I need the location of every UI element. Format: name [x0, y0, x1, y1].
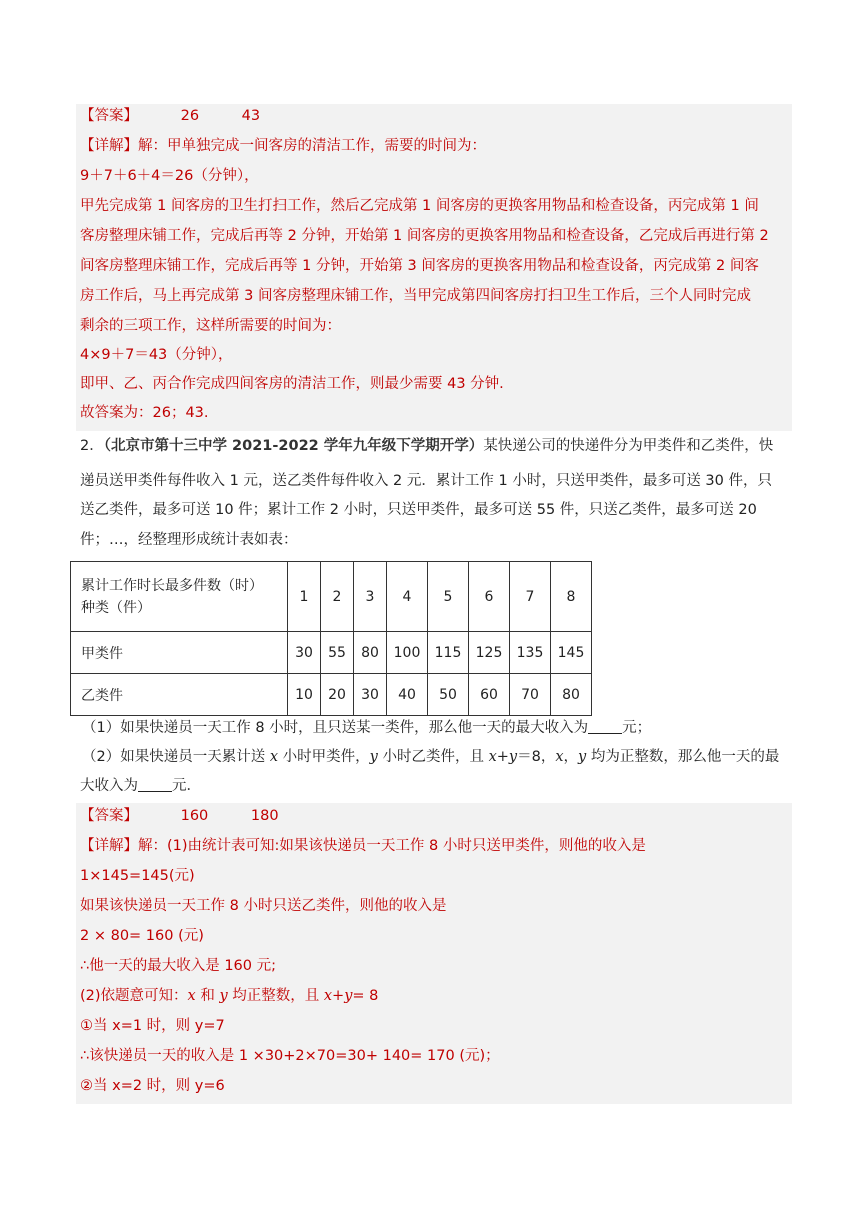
q2-sub1 [82, 718, 651, 738]
question-source: （北京市第十三中学 2021-2022 学年九年级下学期开学） [103, 438, 484, 454]
answer-value-1: 26 [180, 108, 200, 124]
q2-stem-line-1 [80, 436, 773, 456]
table-corner-header [71, 562, 288, 632]
q2-part2-intro [80, 986, 378, 1006]
header-line-2: 种类（件） [81, 599, 151, 616]
q2-calc-2: 2 × 80= 160 (元) [80, 928, 204, 944]
statistics-table [70, 561, 592, 716]
sub2-text: ＝8， [517, 749, 556, 765]
detail-text: 解：(1)由统计表可知:如果该快递员一天工作 8 小时只送甲类件，则他的收入是 [138, 838, 646, 854]
table-cell: 125 [469, 632, 510, 674]
table-cell: 20 [321, 674, 354, 716]
table-cell: 55 [321, 632, 354, 674]
part2-text: 和 [195, 988, 220, 1004]
sub2-text: 小时甲类件， [278, 749, 370, 765]
q2-stem-line-4: 件；…，经整理形成统计表如表： [80, 532, 298, 548]
hour-cell: 8 [551, 562, 592, 632]
case-text: 当 x=1 时，则 y=7 [93, 1018, 225, 1034]
q1-answer-line [80, 106, 260, 126]
table-cell: 80 [551, 674, 592, 716]
q2-stem-line-2: 递员送甲类件每件收入 1 元，送乙类件每件收入 2 元．累计工作 1 小时，只送甲类件，最多可送 30 件，只 [80, 473, 772, 489]
q2-detail-line [80, 836, 646, 856]
table-cell: 50 [428, 674, 469, 716]
var-x: x [187, 988, 196, 1004]
case-number-2: ② [80, 1078, 93, 1094]
q1-text-line: 甲先完成第 1 间客房的卫生打扫工作，然后乙完成第 1 间客房的更换客用物品和检查设备，丙完成第 1 间 [80, 198, 759, 214]
sub2-unit: 元． [172, 778, 201, 794]
answer-label: 【答案】 [80, 108, 138, 124]
sub2-text: （2）如果快递员一天累计送 [82, 749, 270, 765]
hour-cell: 6 [469, 562, 510, 632]
detail-label: 【详解】 [80, 838, 138, 854]
var-x: x [555, 749, 564, 765]
q2-stem-line-3: 送乙类件，最多可送 10 件；累计工作 2 小时，只送甲类件，最多可送 55 件，只送乙类件，最多可送 20 [80, 502, 757, 518]
sub2-text: 小时乙类件，且 [377, 749, 489, 765]
hour-cell: 7 [510, 562, 551, 632]
var-sum: x+y [488, 749, 518, 765]
var-x: x [269, 749, 279, 765]
sub1-unit: 元； [622, 720, 652, 736]
hour-cell: 3 [354, 562, 387, 632]
table-cell: 10 [288, 674, 321, 716]
q1-text-line: 房工作后，马上再完成第 3 间客房整理床铺工作，当甲完成第四间客房打扫卫生工作后，三个人同时完成 [80, 288, 751, 304]
q2-sub2-line2 [80, 776, 201, 796]
row-label: 乙类件 [71, 674, 288, 716]
table-cell: 80 [354, 632, 387, 674]
hour-cell: 1 [288, 562, 321, 632]
question-stem: 某快递公司的快递件分为甲类件和乙类件，快 [483, 438, 774, 454]
table-header-row [71, 562, 592, 632]
case-number-1: ① [80, 1018, 93, 1034]
hour-cell: 4 [387, 562, 428, 632]
answer-value-2: 43 [241, 108, 261, 124]
q2-text-line: 如果该快递员一天工作 8 小时只送乙类件，则他的收入是 [80, 898, 447, 914]
answer-label: 【答案】 [80, 808, 138, 824]
q1-conclusion: 即甲、乙、丙合作完成四间客房的清洁工作，则最少需要 43 分钟. [80, 376, 504, 392]
table-row-jia [71, 632, 592, 674]
part2-text: 均正整数，且 [227, 988, 324, 1004]
q2-case-2 [80, 1076, 225, 1096]
hour-cell: 5 [428, 562, 469, 632]
q1-final-answer: 故答案为：26；43. [80, 405, 209, 421]
table-cell: 70 [510, 674, 551, 716]
answer-blank [138, 777, 172, 792]
q1-text-line: 间客房整理床铺工作，完成后再等 1 分钟，开始第 3 间客房的更换客用物品和检查设备，丙完成第 2 间客 [80, 258, 759, 274]
table-cell: 60 [469, 674, 510, 716]
q1-detail-line [80, 136, 486, 156]
q1-equation-1: 9＋7＋6＋4＝26（分钟）， [80, 168, 259, 184]
sub1-text: （1）如果快递员一天工作 8 小时，且只送某一类件，那么他一天的最大收入为 [82, 720, 589, 736]
q1-text-line: 客房整理床铺工作，完成后再等 2 分钟，开始第 1 间客房的更换客用物品和检查设备，乙完成后再进行第 2 [80, 228, 769, 244]
detail-text: 解：甲单独完成一间客房的清洁工作，需要的时间为： [138, 138, 486, 154]
q2-case-1 [80, 1016, 225, 1036]
sub2-text: 大收入为 [80, 778, 138, 794]
table-cell: 135 [510, 632, 551, 674]
answer-blank [588, 719, 622, 734]
answer-value-2: 180 [250, 808, 279, 824]
var-sum: x+y [323, 988, 353, 1004]
sub2-text: 均为正整数，那么他一天的最 [586, 749, 780, 765]
q2-conclusion-1: ∴他一天的最大收入是 160 元; [80, 958, 277, 974]
table-cell: 100 [387, 632, 428, 674]
part2-text: = 8 [352, 988, 379, 1004]
table-cell: 30 [288, 632, 321, 674]
var-y: y [578, 749, 587, 765]
q2-sub2 [82, 747, 779, 767]
part2-text: (2)依题意可知： [80, 988, 188, 1004]
q2-answer-line [80, 806, 279, 826]
var-y: y [219, 988, 228, 1004]
table-cell: 40 [387, 674, 428, 716]
answer-value-1: 160 [180, 808, 209, 824]
case-text: 当 x=2 时，则 y=6 [93, 1078, 225, 1094]
question-number: 2． [80, 438, 104, 454]
table-cell: 145 [551, 632, 592, 674]
row-label: 甲类件 [71, 632, 288, 674]
q1-equation-2: 4×9＋7＝43（分钟）， [80, 347, 233, 363]
hour-cell: 2 [321, 562, 354, 632]
var-y: y [369, 749, 378, 765]
table-row-yi [71, 674, 592, 716]
header-line-1: 累计工作时长最多件数（时） [81, 577, 263, 594]
q2-calc-1: 1×145=145(元) [80, 868, 195, 884]
sub2-text: ， [563, 749, 579, 765]
detail-label: 【详解】 [80, 138, 138, 154]
table-cell: 30 [354, 674, 387, 716]
q1-text-line: 剩余的三项工作，这样所需要的时间为： [80, 318, 341, 334]
table-cell: 115 [428, 632, 469, 674]
q2-case-1-income: ∴该快递员一天的收入是 1 ×30+2×70=30+ 140= 170 (元)； [80, 1048, 500, 1064]
